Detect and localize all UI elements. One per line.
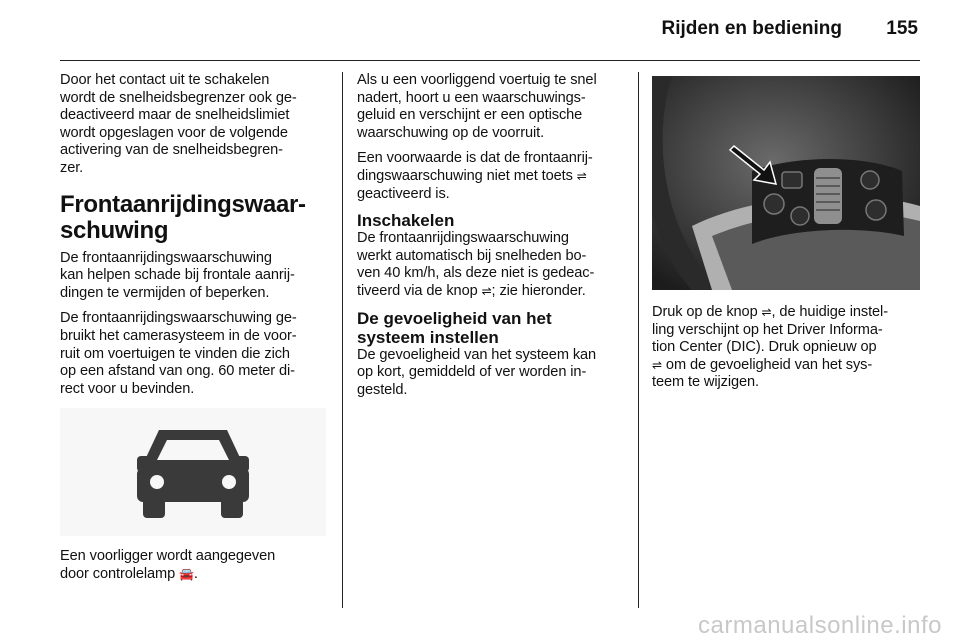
column-divider bbox=[342, 72, 343, 608]
column-divider bbox=[638, 72, 639, 608]
vehicle-indicator-figure bbox=[60, 408, 326, 536]
watermark-text: carmanualsonline.info bbox=[698, 612, 942, 639]
page-number: 155 bbox=[886, 18, 918, 39]
collision-alert-button-icon: ⇌ bbox=[481, 283, 492, 298]
column-1 bbox=[60, 72, 326, 592]
column-3 bbox=[652, 72, 920, 400]
paragraph: Als u een voorliggend voertuig te snel nadert, hoort u een waarschuwings- geluid en verschijnt er een optische waarschuwing op de voorruit. bbox=[357, 72, 597, 141]
page-header bbox=[60, 0, 920, 61]
column-2 bbox=[357, 72, 623, 407]
paragraph: Door het contact uit te schakelen wordt de snelheidsbegrenzer ook ge- deactiveerd maar de snelheidslimiet wordt opgeslagen voor de volgende activering van de snelheidsbegren- zer. bbox=[60, 72, 297, 176]
collision-alert-button-icon: ⇌ bbox=[576, 168, 587, 183]
paragraph: De frontaanrijdingswaarschuwing werkt automatisch bij snelheden bo- ven 40 km/h, als deze niet is gedeac- tiveerd via de knop ⇌; zie hieronder. bbox=[357, 230, 595, 299]
figure-caption: Een voorligger wordt aangegeven door controlelamp 🚘. bbox=[60, 548, 276, 582]
paragraph: Een voorwaarde is dat de frontaanrij- dingswaarschuwing niet met toets ⇌ geactiveerd is. bbox=[357, 150, 593, 202]
collision-alert-button-icon: ⇌ bbox=[761, 305, 772, 319]
steering-wheel-photo bbox=[652, 76, 920, 290]
steering-wheel-illustration bbox=[652, 76, 920, 290]
paragraph: De gevoeligheid van het systeem kan op kort, gemiddeld of ver worden in- gesteld. bbox=[357, 346, 597, 398]
heading-inschakelen: Inschakelen bbox=[357, 211, 455, 231]
heading-sensitivity: De gevoeligheid van het systeem instellen bbox=[357, 308, 552, 347]
heading-front-collision: Frontaanrijdingswaar- schuwing bbox=[60, 190, 306, 244]
section-title: Rijden en bediening bbox=[661, 18, 842, 39]
paragraph: Druk op de knop ⇌, de huidige instel- ling verschijnt op het Driver Informa- tion Center (DIC). Druk opnieuw op ⇌ om de gevoeligheid van het sys- teem te wijzigen. bbox=[652, 304, 888, 391]
collision-alert-button-icon: ⇌ bbox=[652, 357, 662, 372]
vehicle-indicator-icon: 🚘 bbox=[179, 566, 194, 581]
paragraph: De frontaanrijdingswaarschuwing ge- bruikt het camerasysteem in de voor- ruit om voertuigen te vinden die zich op een afstand van ong. 60 meter di- rect voor u bevinden. bbox=[60, 310, 297, 397]
paragraph: De frontaanrijdingswaarschuwing kan helpen schade bij frontale aanrij- dingen te vermijden of beperken. bbox=[60, 249, 295, 301]
vehicle-ahead-icon bbox=[129, 422, 257, 522]
